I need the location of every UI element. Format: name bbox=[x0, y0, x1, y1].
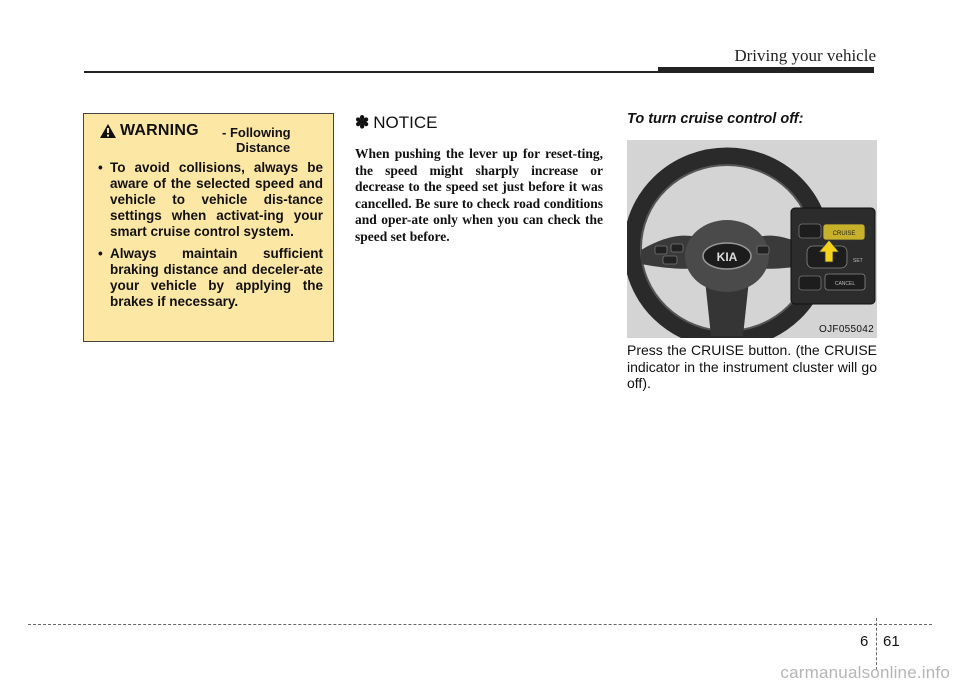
notice-icon: ✽ bbox=[355, 113, 370, 132]
watermark: carmanualsonline.info bbox=[780, 663, 950, 682]
cruise-off-heading: To turn cruise control off: bbox=[627, 111, 804, 127]
steering-wheel-figure bbox=[627, 140, 877, 338]
page-number: 61 bbox=[883, 633, 900, 650]
svg-text:CRUISE: CRUISE bbox=[832, 231, 856, 237]
header-rule-accent bbox=[658, 67, 874, 73]
section-title: Driving your vehicle bbox=[734, 46, 876, 65]
svg-text:CANCEL: CANCEL bbox=[834, 281, 856, 287]
warning-label: WARNING bbox=[120, 122, 199, 139]
svg-text:KIA: KIA bbox=[716, 250, 738, 264]
warning-subtitle: - Following bbox=[222, 125, 291, 140]
steering-wheel-illustration bbox=[627, 140, 877, 338]
figure-code: OJF055042 bbox=[819, 324, 874, 335]
warning-triangle-icon bbox=[100, 124, 116, 138]
warning-box bbox=[83, 113, 334, 342]
notice-body: When pushing the lever up for reset-ting, the speed might sharply increase or decrease to the speed set just before it was cancelled. Be sure to check road conditions and oper-ate only when you can check the speed set before. bbox=[355, 146, 603, 244]
svg-text:SET: SET bbox=[853, 258, 863, 264]
cruise-off-body: Press the CRUISE button. (the CRUISE indicator in the instrument cluster will go off). bbox=[627, 342, 877, 391]
warning-header bbox=[98, 122, 323, 160]
footer-rule bbox=[28, 624, 932, 625]
notice-heading bbox=[355, 113, 437, 133]
warning-item: • To avoid collisions, always be aware of the selected speed and vehicle to vehicle dis-tance settings when activat-ing your smart cruise control system. bbox=[98, 160, 323, 240]
warning-subtitle-cont: Distance bbox=[236, 140, 291, 155]
notice-title: NOTICE bbox=[373, 113, 438, 132]
chapter-number: 6 bbox=[860, 633, 869, 650]
warning-item: • Always maintain sufficient braking distance and deceler-ate your vehicle by applying the brakes if necessary. bbox=[98, 246, 323, 310]
warning-list bbox=[98, 160, 323, 310]
